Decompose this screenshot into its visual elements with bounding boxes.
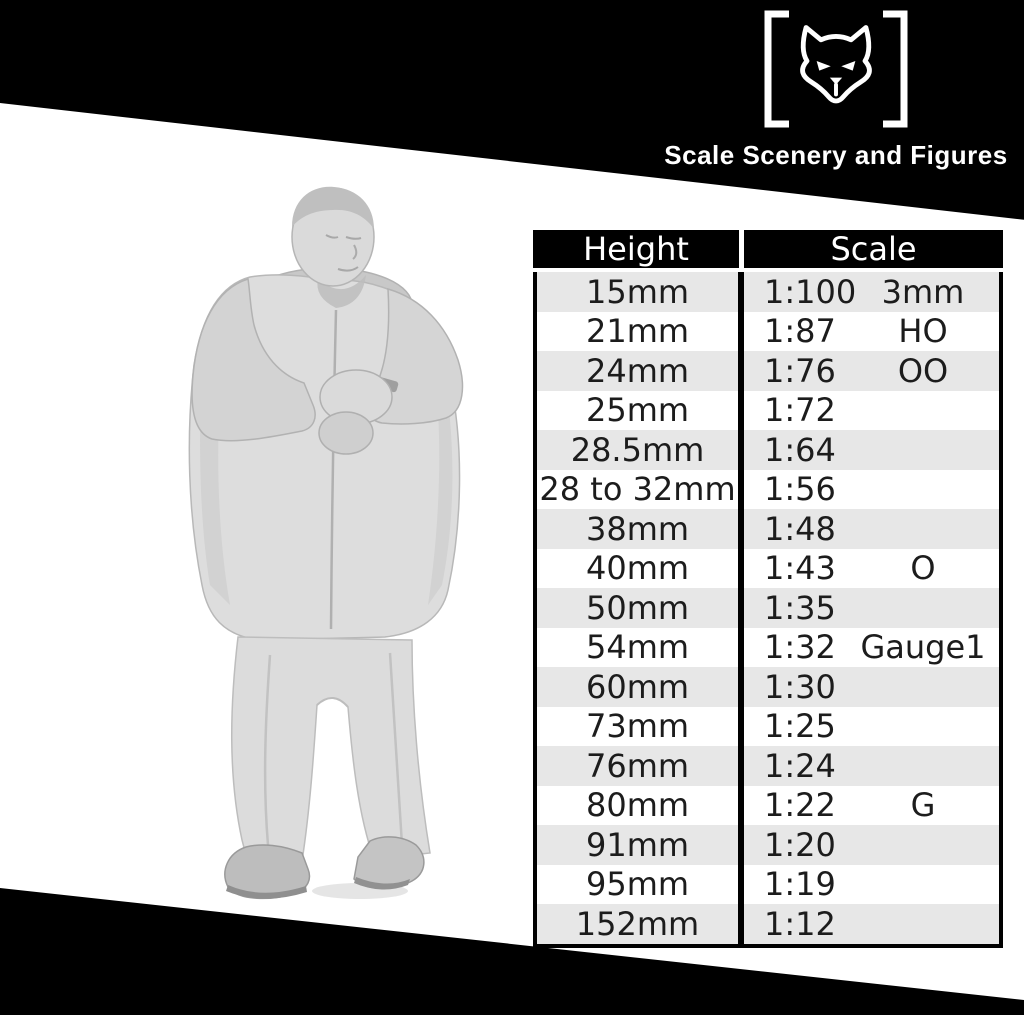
scale-ratio: 1:76 bbox=[764, 351, 836, 390]
scale-ratio: 1:48 bbox=[764, 509, 836, 548]
scale-cell bbox=[744, 312, 999, 352]
scale-gauge: 3mm bbox=[881, 272, 965, 311]
height-cell: 15mm bbox=[537, 272, 744, 312]
scale-ratio: 1:12 bbox=[764, 904, 836, 943]
scale-gauge: HO bbox=[898, 312, 948, 351]
scale-ratio: 1:22 bbox=[764, 786, 836, 825]
scale-ratio: 1:43 bbox=[764, 549, 836, 588]
table-row bbox=[537, 312, 999, 352]
left-bracket-icon bbox=[768, 14, 789, 124]
figure-illustration bbox=[150, 185, 530, 915]
height-cell: 24mm bbox=[537, 351, 744, 391]
table-row bbox=[537, 904, 999, 944]
scale-ratio: 1:35 bbox=[764, 588, 836, 627]
table-row bbox=[537, 667, 999, 707]
table-body bbox=[533, 272, 1003, 948]
brand-logo bbox=[648, 10, 1024, 171]
table-row bbox=[537, 272, 999, 312]
height-cell: 80mm bbox=[537, 786, 744, 826]
table-header bbox=[533, 230, 1003, 268]
height-cell: 38mm bbox=[537, 509, 744, 549]
height-cell: 28.5mm bbox=[537, 430, 744, 470]
scale-cell bbox=[744, 470, 999, 510]
height-cell: 60mm bbox=[537, 667, 744, 707]
table-row bbox=[537, 786, 999, 826]
scale-cell bbox=[744, 825, 999, 865]
height-cell: 73mm bbox=[537, 707, 744, 747]
scale-ratio: 1:64 bbox=[764, 430, 836, 469]
scale-gauge: OO bbox=[897, 351, 949, 390]
table-row bbox=[537, 746, 999, 786]
scale-ratio: 1:72 bbox=[764, 391, 836, 430]
table-row bbox=[537, 825, 999, 865]
scale-table bbox=[533, 230, 1003, 948]
height-cell: 28 to 32mm bbox=[537, 470, 744, 510]
height-cell: 21mm bbox=[537, 312, 744, 352]
scale-cell bbox=[744, 667, 999, 707]
scale-cell bbox=[744, 746, 999, 786]
table-row bbox=[537, 588, 999, 628]
height-cell: 54mm bbox=[537, 628, 744, 668]
scale-gauge: G bbox=[910, 786, 936, 825]
scale-cell bbox=[744, 391, 999, 431]
scale-cell bbox=[744, 865, 999, 905]
scale-ratio: 1:25 bbox=[764, 707, 836, 746]
scale-cell bbox=[744, 351, 999, 391]
scale-ratio: 1:24 bbox=[764, 746, 836, 785]
right-bracket-icon bbox=[883, 14, 904, 124]
scale-gauge: O bbox=[910, 549, 936, 588]
table-row bbox=[537, 628, 999, 668]
table-row bbox=[537, 549, 999, 589]
scale-ratio: 1:56 bbox=[764, 470, 836, 509]
wolf-in-brackets-icon bbox=[761, 10, 911, 128]
scale-ratio: 1:32 bbox=[764, 628, 836, 667]
height-cell: 40mm bbox=[537, 549, 744, 589]
scale-ratio: 1:87 bbox=[764, 312, 836, 351]
scale-cell bbox=[744, 549, 999, 589]
scale-ratio: 1:20 bbox=[764, 825, 836, 864]
scale-cell bbox=[744, 272, 999, 312]
scale-cell bbox=[744, 904, 999, 944]
table-row bbox=[537, 470, 999, 510]
scale-ratio: 1:19 bbox=[764, 865, 836, 904]
scale-ratio: 1:100 bbox=[764, 272, 857, 311]
scale-gauge: Gauge1 bbox=[860, 628, 986, 667]
scale-cell bbox=[744, 628, 999, 668]
height-cell: 50mm bbox=[537, 588, 744, 628]
scale-cell bbox=[744, 786, 999, 826]
header-height: Height bbox=[533, 230, 739, 268]
height-cell: 25mm bbox=[537, 391, 744, 431]
table-row bbox=[537, 707, 999, 747]
table-row bbox=[537, 351, 999, 391]
wolf-head-icon bbox=[803, 28, 870, 101]
table-row bbox=[537, 391, 999, 431]
table-row bbox=[537, 865, 999, 905]
scale-cell bbox=[744, 588, 999, 628]
scale-cell bbox=[744, 430, 999, 470]
man-checking-watch-image bbox=[150, 185, 530, 915]
height-cell: 76mm bbox=[537, 746, 744, 786]
height-cell: 95mm bbox=[537, 865, 744, 905]
scale-cell bbox=[744, 707, 999, 747]
table-row bbox=[537, 509, 999, 549]
scale-ratio: 1:30 bbox=[764, 667, 836, 706]
table-row bbox=[537, 430, 999, 470]
scale-cell bbox=[744, 509, 999, 549]
header-scale: Scale bbox=[744, 230, 1003, 268]
brand-title: Scale Scenery and Figures bbox=[664, 140, 1008, 170]
height-cell: 152mm bbox=[537, 904, 744, 944]
height-cell: 91mm bbox=[537, 825, 744, 865]
